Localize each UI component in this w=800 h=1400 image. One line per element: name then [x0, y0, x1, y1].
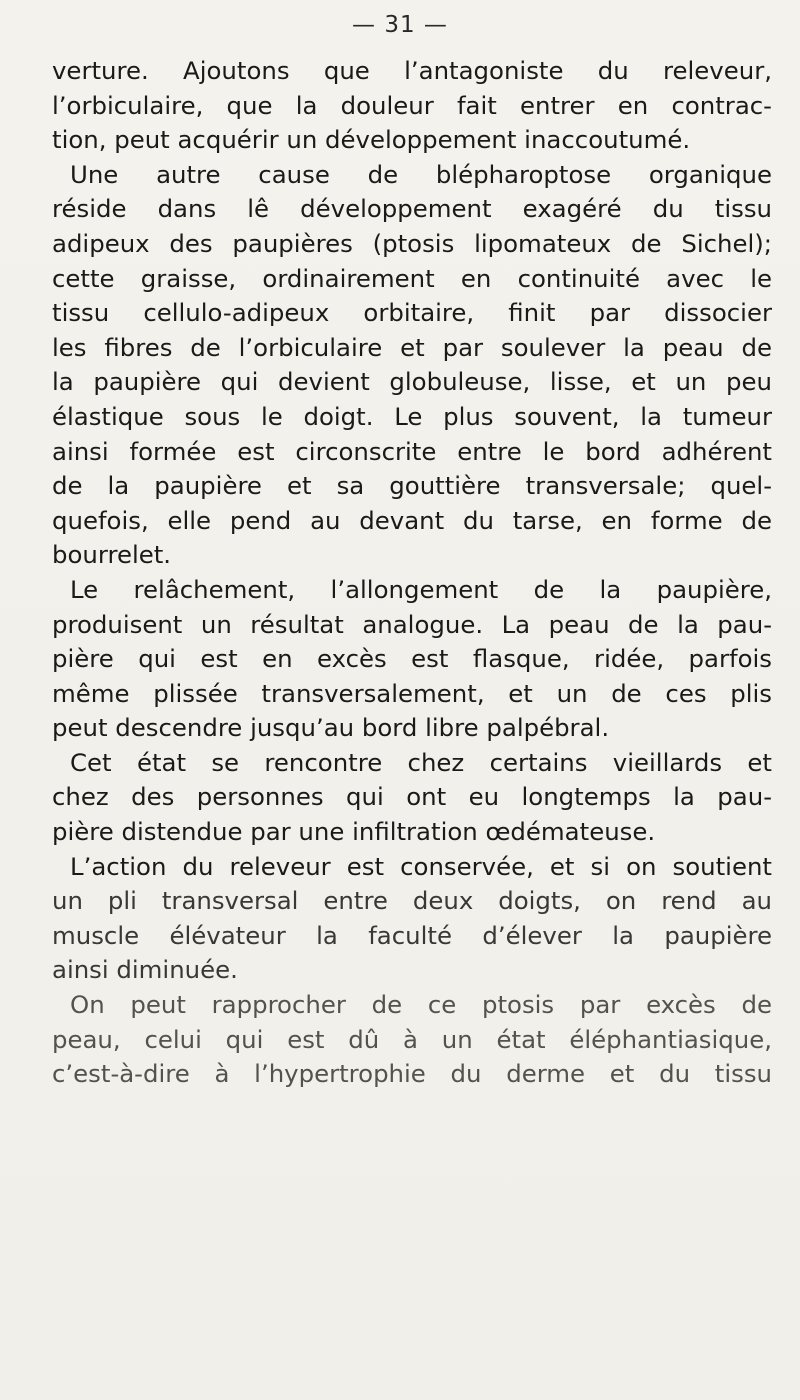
text-line: tion, peut acquérir un développement inaccoutumé. [52, 125, 691, 155]
text-line: les fibres de l’orbiculaire et par soulever la peau de [52, 332, 772, 362]
page-number: — 31 — [352, 12, 448, 38]
text-line: On peut rapprocher de ce ptosis par excès de [70, 990, 772, 1020]
text-line: pière qui est en excès est flasque, ridée, parfois [52, 644, 772, 674]
text-line: même plissée transversalement, et un de ces plis [52, 678, 772, 708]
text-line: verture. Ajoutons que l’antagoniste du releveur, [52, 56, 772, 85]
text-line: cette graisse, ordinairement en continuité avec le [52, 263, 772, 293]
text-line: Cet état se rencontre chez certains vieillards et [70, 747, 772, 777]
text-line: réside dans lê développement exagéré du tissu [52, 194, 772, 224]
text-line: produisent un résultat analogue. La peau de la pau- [52, 609, 772, 639]
text-line: un pli transversal entre deux doigts, on rend au [52, 886, 772, 916]
text-line: Une autre cause de blépharoptose organique [70, 159, 772, 189]
text-line: muscle élévateur la faculté d’élever la paupière [52, 920, 772, 950]
text-line: Le relâchement, l’allongement de la paupière, [70, 574, 772, 604]
body-text [52, 54, 772, 1092]
text-line: L’action du releveur est conservée, et si on soutient [70, 851, 772, 881]
text-line: ainsi formée est circonscrite entre le bord adhérent [52, 436, 772, 466]
text-line: pière distendue par une infiltration œdémateuse. [52, 817, 656, 847]
text-line: la paupière qui devient globuleuse, lisse, et un peu [52, 367, 772, 397]
text-line: quefois, elle pend au devant du tarse, en forme de [52, 505, 772, 535]
text-line: élastique sous le doigt. Le plus souvent, la tumeur [52, 401, 772, 431]
text-line: l’orbiculaire, que la douleur fait entrer en contrac- [52, 90, 772, 120]
text-line: de la paupière et sa gouttière transversale; quel- [52, 471, 772, 501]
text-line: peut descendre jusqu’au bord libre palpébral. [52, 713, 610, 743]
text-line: tissu cellulo-adipeux orbitaire, finit par dissocier [52, 298, 772, 328]
text-line: chez des personnes qui ont eu longtemps la pau- [52, 782, 772, 812]
text-line: peau, celui qui est dû à un état éléphantiasique, [52, 1024, 772, 1054]
text-line: c’est-à-dire à l’hypertrophie du derme et du tissu [52, 1059, 772, 1089]
text-line: adipeux des paupières (ptosis lipomateux de Sichel); [52, 228, 772, 258]
text-line: bourrelet. [52, 540, 172, 570]
text-line: ainsi diminuée. [52, 955, 238, 985]
